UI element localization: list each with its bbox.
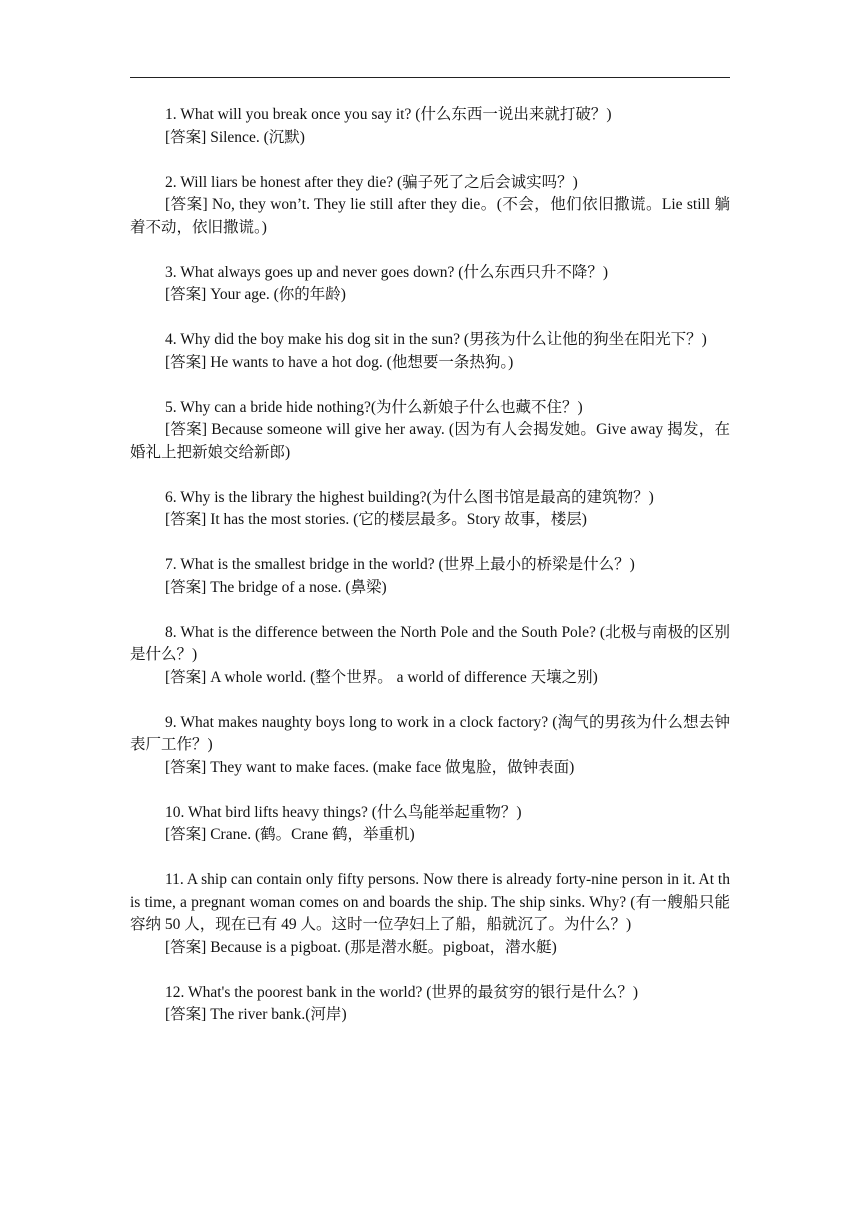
- riddle-item-6: [130, 487, 730, 532]
- answer-7: [答案] The bridge of a nose. (鼻梁): [165, 578, 387, 596]
- question-5: 5. Why can a bride hide nothing?(为什么新娘子什么也藏不住？): [165, 398, 583, 416]
- question-11: 11. A ship can contain only fifty persons. Now there is already forty-nine person in it. At this time, a pregnant woman comes on and boards the ship. The ship sinks. Why? (有一艘船只能容纳 50 人，现在已有 49 人。这时一位孕妇上了船，船就沉了。为什么？): [130, 871, 730, 933]
- answer-12: [答案] The river bank.(河岸): [165, 1006, 347, 1023]
- riddle-item-2: [130, 172, 730, 240]
- question-3: 3. What always goes up and never goes down? (什么东西只升不降？): [165, 263, 609, 281]
- question-10: 10. What bird lifts heavy things? (什么鸟能举起重物？): [165, 803, 522, 821]
- riddle-item-7: [130, 554, 730, 599]
- answer-8: [答案] A whole world. (整个世界。 a world of difference 天壤之别): [165, 668, 598, 686]
- riddle-item-9: [130, 712, 730, 780]
- riddle-item-1: [130, 104, 730, 149]
- riddle-item-4: [130, 329, 730, 374]
- answer-5: [答案] Because someone will give her away. (因为有人会揭发她。Give away 揭发，在婚礼上把新娘交给新郎): [130, 421, 730, 461]
- question-12: 12. What's the poorest bank in the world? (世界的最贫穷的银行是什么？): [165, 983, 639, 1001]
- header-rule: [130, 77, 730, 78]
- question-7: 7. What is the smallest bridge in the world? (世界上最小的桥梁是什么？): [165, 556, 635, 573]
- question-6: 6. Why is the library the highest building?(为什么图书馆是最高的建筑物？): [165, 488, 654, 506]
- question-1: 1. What will you break once you say it? (什么东西一说出来就打破？): [165, 106, 612, 123]
- riddle-item-11: [130, 869, 730, 959]
- riddle-item-10: [130, 802, 730, 847]
- answer-3: [答案] Your age. (你的年龄): [165, 286, 346, 303]
- answer-1: [答案] Silence. (沉默): [165, 128, 305, 146]
- answer-2: [答案] No, they won’t. They lie still after they die。(不会，他们依旧撒谎。Lie still 躺着不动，依旧撒谎。): [130, 196, 730, 236]
- answer-4: [答案] He wants to have a hot dog. (他想要一条热狗。): [165, 353, 514, 371]
- question-9: 9. What makes naughty boys long to work in a clock factory? (淘气的男孩为什么想去钟表厂工作？): [130, 713, 730, 753]
- riddle-item-3: [130, 262, 730, 307]
- riddle-item-5: [130, 397, 730, 465]
- question-8: 8. What is the difference between the North Pole and the South Pole? (北极与南极的区别是什么？): [130, 623, 730, 663]
- answer-10: [答案] Crane. (鹤。Crane 鹤，举重机): [165, 826, 415, 843]
- riddle-item-12: [130, 982, 730, 1027]
- riddle-list: [130, 104, 730, 1049]
- answer-11: [答案] Because is a pigboat. (那是潜水艇。pigboat，潜水艇): [165, 938, 557, 956]
- question-2: 2. Will liars be honest after they die? (骗子死了之后会诚实吗？): [165, 173, 578, 191]
- riddle-item-8: [130, 622, 730, 690]
- answer-9: [答案] They want to make faces. (make face 做鬼脸，做钟表面): [165, 758, 575, 776]
- question-4: 4. Why did the boy make his dog sit in the sun? (男孩为什么让他的狗坐在阳光下？): [165, 331, 707, 348]
- answer-6: [答案] It has the most stories. (它的楼层最多。Story 故事，楼层): [165, 511, 587, 528]
